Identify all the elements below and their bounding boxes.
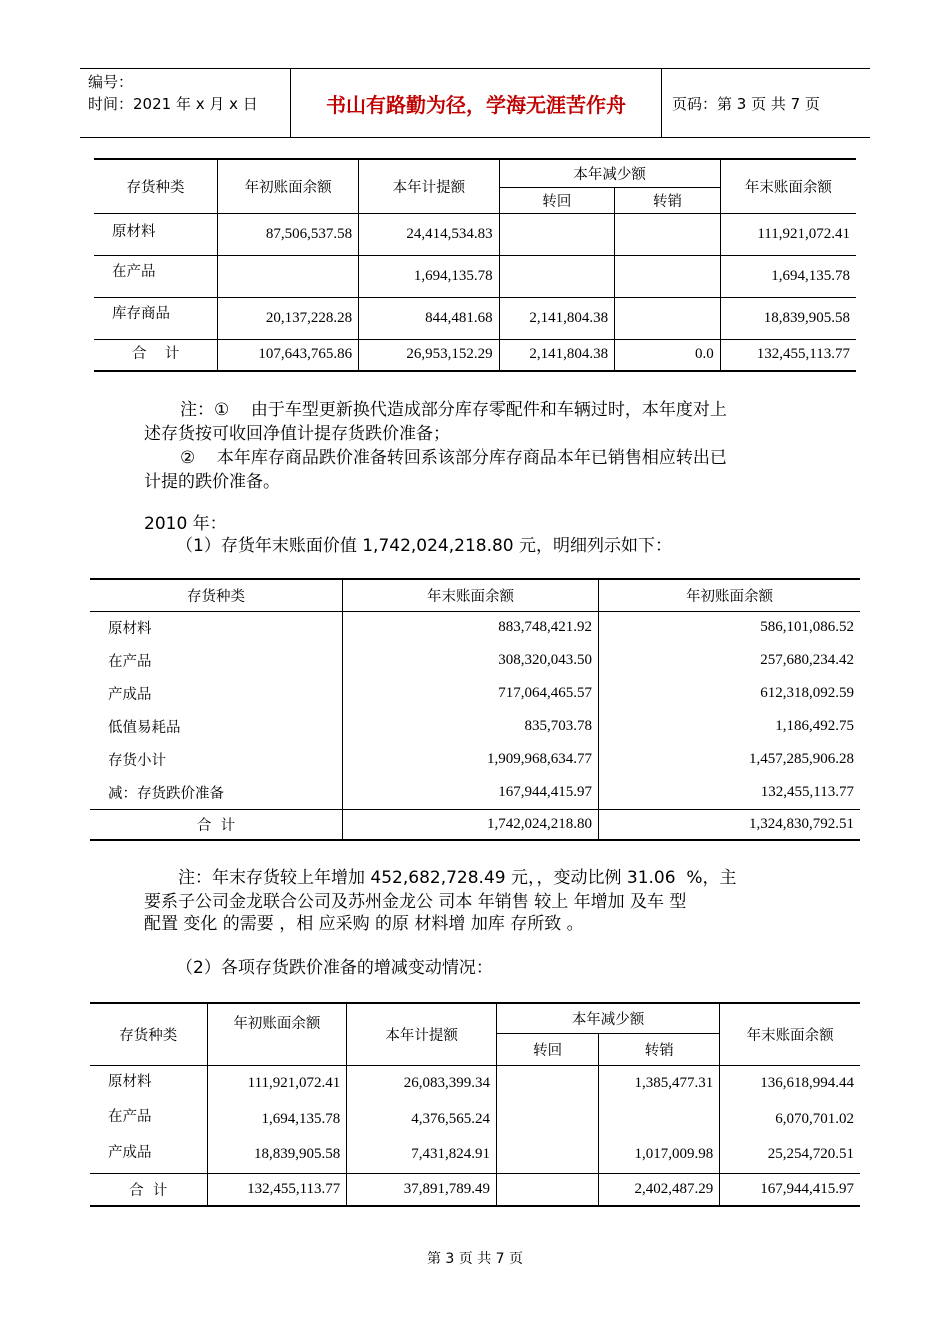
cell-writeoff: 0.0 [615, 339, 721, 371]
cell-closing: 132,455,113.77 [720, 339, 856, 371]
table-row [90, 644, 860, 677]
row-label: 产成品 [90, 677, 343, 710]
cell-writeoff [615, 255, 721, 297]
col-header-type: 存货种类 [90, 579, 343, 611]
cell-opening: 87,506,537.58 [218, 213, 359, 255]
cell-opening: 107,643,765.86 [218, 339, 359, 371]
inventory-balance-table [90, 578, 860, 841]
cell-closing: 136,618,994.44 [760, 1074, 854, 1091]
row-label: 原材料 [90, 611, 343, 644]
cell-provision: 4,376,565.24 [347, 1101, 497, 1137]
cell-closing: 25,254,720.51 [767, 1146, 854, 1163]
cell-opening: 1,457,285,906.28 [749, 751, 854, 767]
col-header-writeoff: 转销 [599, 1033, 720, 1065]
cell-provision: 26,953,152.29 [359, 339, 500, 371]
cell-provision: 7,431,824.91 [347, 1137, 497, 1173]
header-page-info: 页码：第 3 页 共 7 页 [672, 94, 820, 113]
table-row [90, 1065, 860, 1101]
cell-provision: 37,891,789.49 [347, 1173, 497, 1206]
cell-writeoff [615, 213, 721, 255]
cell-writeoff [615, 297, 721, 339]
col-header-reversal: 转回 [499, 187, 615, 213]
section2-title: （2）各项存货跌价准备的增减变动情况： [176, 958, 493, 978]
number-label: 编号： [88, 73, 134, 91]
row-label: 产成品 [90, 1137, 207, 1173]
cell-reversal [499, 255, 615, 297]
row-label: 合 计 [94, 339, 218, 371]
cell-reversal: 2,141,804.38 [499, 339, 615, 371]
cell-opening: 18,839,905.58 [207, 1137, 347, 1173]
table-row [90, 710, 860, 743]
cell-provision: 26,083,399.34 [347, 1065, 497, 1101]
table-row [90, 611, 860, 644]
row-label: 在产品 [90, 644, 343, 677]
note1-line4: 计提的跌价准备。 [144, 472, 280, 492]
table-row [90, 1137, 860, 1173]
note2-line1: 注：年末存货较上年增加 452,682,728.49 元，，变动比例 31.06 %，主 [178, 868, 737, 888]
table-row [94, 213, 856, 255]
table-row [90, 1101, 860, 1137]
cell-reversal: 2,141,804.38 [499, 297, 615, 339]
table-row [90, 677, 860, 710]
cell-provision: 844,481.68 [359, 297, 500, 339]
header-motto: 书山有路勤为径，学海无涯苦作舟 [291, 69, 662, 137]
cell-provision: 24,414,534.83 [359, 213, 500, 255]
section1-title: （1）存货年末账面价值 1,742,024,218.80 元，明细列示如下： [176, 536, 673, 556]
cell-reversal [496, 1137, 598, 1173]
cell-closing: 18,839,905.58 [720, 297, 856, 339]
cell-provision: 1,694,135.78 [359, 255, 500, 297]
cell-closing: 167,944,415.97 [720, 1173, 860, 1206]
cell-opening: 612,318,092.59 [760, 685, 854, 701]
table-row [94, 297, 856, 339]
cell-closing: 111,921,072.41 [720, 213, 856, 255]
cell-opening [218, 255, 359, 297]
note1-line2: 述存货按可收回净值计提存货跌价准备； [144, 424, 450, 444]
time-label: 时间：2021 年 x 月 x 日 [88, 95, 258, 113]
cell-closing: 1,694,135.78 [720, 255, 856, 297]
table-total-row [90, 809, 860, 840]
note2-line2: 要系子公司金龙联合公司及苏州金龙公 司本 年销售 较上 年增加 及车 型 [144, 892, 687, 912]
row-label: 原材料 [94, 213, 218, 255]
cell-writeoff [599, 1101, 720, 1137]
cell-closing: 717,064,465.57 [343, 677, 599, 710]
col-header-provision: 本年计提额 [359, 159, 500, 213]
table-total-row [90, 1173, 860, 1206]
col-header-decrease: 本年减少额 [499, 159, 720, 187]
row-label: 在产品 [90, 1101, 207, 1137]
cell-writeoff: 1,017,009.98 [599, 1137, 720, 1173]
page-header [80, 68, 870, 138]
table-row [94, 255, 856, 297]
col-header-closing: 年末账面余额 [720, 1003, 860, 1065]
col-header-closing: 年末账面余额 [720, 159, 856, 213]
cell-closing: 6,070,701.02 [775, 1110, 854, 1127]
inventory-provision-table-prior [94, 158, 856, 372]
col-header-decrease: 本年减少额 [496, 1003, 719, 1033]
cell-opening: 1,694,135.78 [207, 1101, 347, 1137]
row-label: 减：存货跌价准备 [90, 776, 343, 809]
cell-opening: 257,680,234.42 [760, 652, 854, 668]
note1-line3: ② 本年库存商品跌价准备转回系该部分库存商品本年已销售相应转出已 [180, 448, 727, 468]
cell-writeoff: 2,402,487.29 [599, 1173, 720, 1206]
col-header-opening: 年初账面余额 [599, 579, 861, 611]
note1-line1: 注：① 由于车型更新换代造成部分库存零配件和车辆过时，本年度对上 [180, 400, 727, 420]
col-header-reversal: 转回 [496, 1033, 598, 1065]
cell-closing: 883,748,421.92 [343, 611, 599, 644]
header-meta [80, 69, 291, 137]
cell-opening: 1,186,492.75 [775, 718, 854, 734]
cell-closing: 308,320,043.50 [343, 644, 599, 677]
col-header-type: 存货种类 [90, 1003, 207, 1065]
cell-closing: 1,742,024,218.80 [343, 809, 599, 840]
table-row [90, 776, 860, 809]
cell-reversal [496, 1173, 598, 1206]
row-label: 合 计 [90, 809, 343, 840]
cell-opening: 20,137,228.28 [218, 297, 359, 339]
cell-closing: 167,944,415.97 [343, 776, 599, 809]
cell-opening: 132,455,113.77 [760, 783, 854, 800]
table-row [90, 743, 860, 776]
cell-reversal [496, 1101, 598, 1137]
cell-closing: 835,703.78 [343, 710, 599, 743]
row-label: 在产品 [94, 255, 218, 297]
page-footer: 第 3 页 共 7 页 [426, 1251, 524, 1267]
col-header-opening: 年初账面余额 [207, 1003, 347, 1065]
row-label: 低值易耗品 [90, 710, 343, 743]
row-label: 合 计 [90, 1173, 207, 1206]
cell-writeoff: 1,385,477.31 [599, 1065, 720, 1101]
row-label: 库存商品 [94, 297, 218, 339]
col-header-closing: 年末账面余额 [343, 579, 599, 611]
cell-opening: 111,921,072.41 [207, 1065, 347, 1101]
cell-closing: 1,909,968,634.77 [343, 743, 599, 776]
cell-opening: 132,455,113.77 [207, 1173, 347, 1206]
col-header-provision: 本年计提额 [347, 1003, 497, 1065]
note2-line3: 配置 变化 的需要 ，相 应采购 的原 材料增 加库 存所致 。 [144, 914, 584, 934]
inventory-provision-table-2010 [90, 1002, 860, 1207]
cell-opening: 586,101,086.52 [760, 619, 854, 636]
table-total-row [94, 339, 856, 371]
year-heading: 2010 年： [144, 514, 227, 534]
row-label: 原材料 [90, 1065, 207, 1101]
col-header-opening: 年初账面余额 [218, 159, 359, 213]
cell-reversal [499, 213, 615, 255]
col-header-writeoff: 转销 [615, 187, 721, 213]
col-header-type: 存货种类 [94, 159, 218, 213]
cell-opening: 1,324,830,792.51 [599, 809, 861, 840]
row-label: 存货小计 [90, 743, 343, 776]
cell-reversal [496, 1065, 598, 1101]
